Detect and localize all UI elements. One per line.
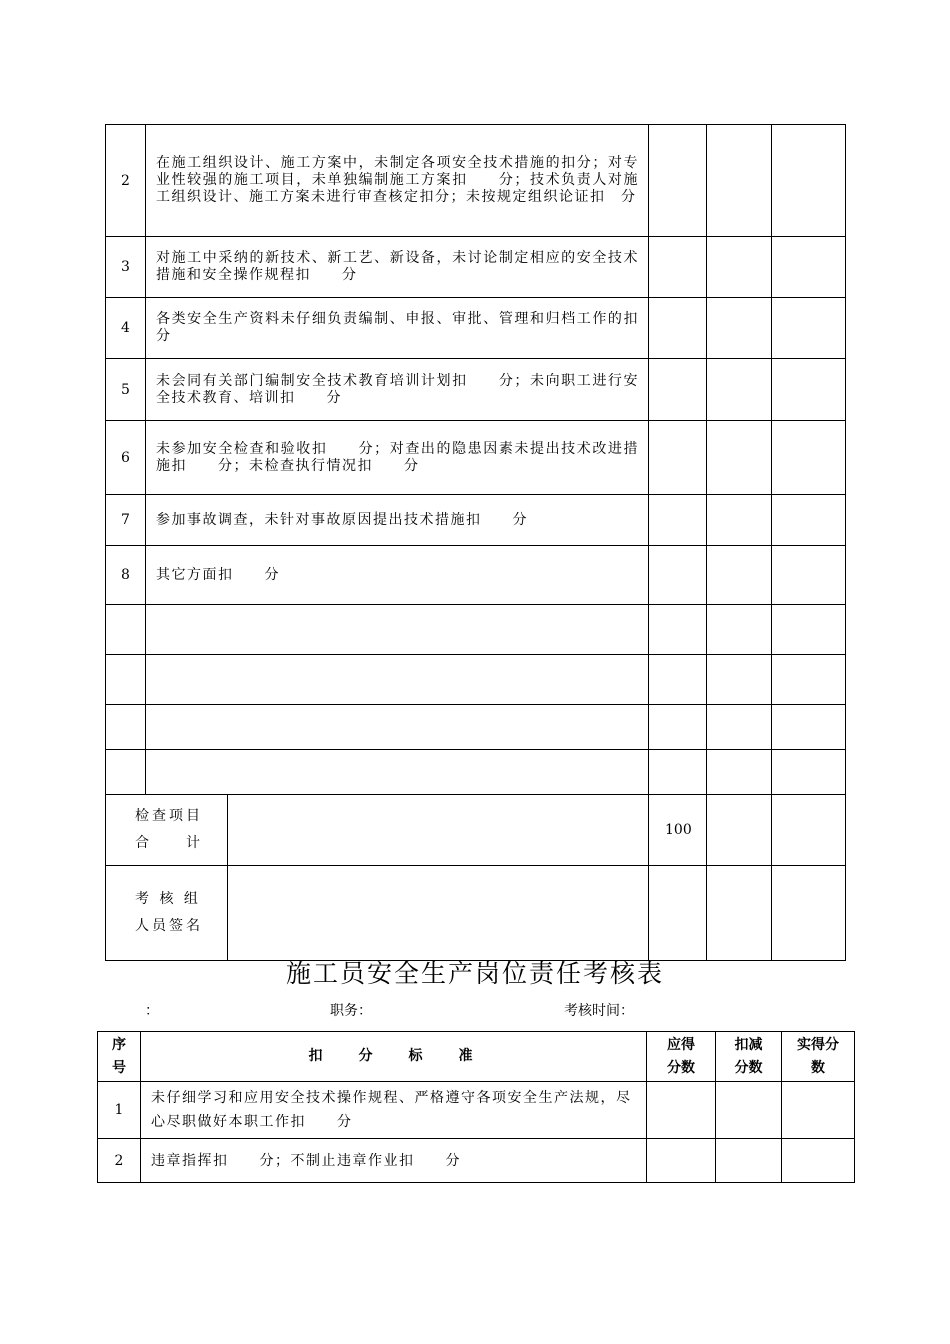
actual-score-cell[interactable] <box>772 125 846 237</box>
deduct-score-cell[interactable] <box>707 237 772 298</box>
actual-score-cell[interactable] <box>782 1082 855 1139</box>
row-number: 3 <box>106 237 146 298</box>
total-row <box>106 795 846 866</box>
total-criteria-cell[interactable] <box>228 795 649 866</box>
criteria-cell: 在施工组织设计、施工方案中，未制定各项安全技术措施的扣分；对专业性较强的施工项目，未单独编制施工方案扣 分；技术负责人对施工组织设计、施工方案未进行审查核定扣分；未按规定组织论证扣 分 <box>146 125 649 237</box>
due-score-cell[interactable] <box>649 237 707 298</box>
empty-row <box>106 605 846 655</box>
criteria-cell[interactable] <box>146 655 649 705</box>
criteria-cell: 违章指挥扣 分；不制止违章作业扣 分 <box>141 1139 647 1183</box>
criteria-cell: 其它方面扣 分 <box>146 546 649 605</box>
row-number: 8 <box>106 546 146 605</box>
name-colon: ： <box>145 1003 159 1019</box>
header-criteria: 扣分标准 <box>141 1032 647 1082</box>
top-assessment-table <box>105 124 846 961</box>
deduct-score-cell[interactable] <box>707 298 772 359</box>
table-header-row <box>98 1032 855 1082</box>
signature-row <box>106 866 846 961</box>
header-actual-score: 实得分数 <box>782 1032 855 1082</box>
criteria-cell[interactable] <box>146 750 649 795</box>
row-number: 5 <box>106 359 146 421</box>
criteria-cell: 未参加安全检查和验收扣 分；对查出的隐患因素未提出技术改进措施扣 分；未检查执行情况扣 分 <box>146 421 649 495</box>
signature-field[interactable] <box>228 866 649 961</box>
table-row <box>106 546 846 605</box>
header-due-score: 应得分数 <box>647 1032 716 1082</box>
table-row <box>106 298 846 359</box>
due-score-cell[interactable] <box>649 421 707 495</box>
table-row <box>106 421 846 495</box>
due-score-cell[interactable] <box>649 359 707 421</box>
row-number: 2 <box>98 1139 141 1183</box>
header-deduct-score: 扣减分数 <box>716 1032 782 1082</box>
table-row <box>106 495 846 546</box>
criteria-cell: 参加事故调查，未针对事故原因提出技术措施扣 分 <box>146 495 649 546</box>
empty-row <box>106 705 846 750</box>
table-row <box>106 237 846 298</box>
total-due-score: 100 <box>649 795 707 866</box>
total-deduct-score[interactable] <box>707 795 772 866</box>
row-number: 7 <box>106 495 146 546</box>
bottom-assessment-table <box>97 1031 855 1183</box>
actual-score-cell[interactable] <box>772 237 846 298</box>
criteria-cell[interactable] <box>146 705 649 750</box>
table-row <box>106 359 846 421</box>
due-score-cell[interactable] <box>649 125 707 237</box>
row-number: 1 <box>98 1082 141 1139</box>
criteria-cell: 对施工中采纳的新技术、新工艺、新设备，未讨论制定相应的安全技术措施和安全操作规程扣 分 <box>146 237 649 298</box>
assessment-time-label: 考核时间： <box>564 1003 634 1019</box>
empty-row <box>106 655 846 705</box>
criteria-cell: 各类安全生产资料未仔细负责编制、申报、审批、管理和归档工作的扣 分 <box>146 298 649 359</box>
actual-score-cell[interactable] <box>772 421 846 495</box>
header-seq: 序号 <box>98 1032 141 1082</box>
empty-row <box>106 750 846 795</box>
due-score-cell[interactable] <box>647 1139 716 1183</box>
actual-score-cell[interactable] <box>772 298 846 359</box>
criteria-cell[interactable] <box>146 605 649 655</box>
signature-label: 考 核 组 人员签名 <box>106 866 228 961</box>
due-score-cell[interactable] <box>649 495 707 546</box>
row-number: 6 <box>106 421 146 495</box>
total-actual-score[interactable] <box>772 795 846 866</box>
row-number: 4 <box>106 298 146 359</box>
actual-score-cell[interactable] <box>772 495 846 546</box>
criteria-cell: 未会同有关部门编制安全技术教育培训计划扣 分；未向职工进行安全技术教育、培训扣 分 <box>146 359 649 421</box>
due-score-cell[interactable] <box>649 298 707 359</box>
actual-score-cell[interactable] <box>782 1139 855 1183</box>
row-number: 2 <box>106 125 146 237</box>
due-score-cell[interactable] <box>647 1082 716 1139</box>
table-row <box>106 125 846 237</box>
deduct-score-cell[interactable] <box>707 359 772 421</box>
actual-score-cell[interactable] <box>772 359 846 421</box>
deduct-score-cell[interactable] <box>716 1139 782 1183</box>
deduct-score-cell[interactable] <box>707 495 772 546</box>
table-row <box>98 1139 855 1183</box>
criteria-cell: 未仔细学习和应用安全技术操作规程、严格遵守各项安全生产法规，尽心尽职做好本职工作扣 分 <box>141 1082 647 1139</box>
deduct-score-cell[interactable] <box>707 546 772 605</box>
actual-score-cell[interactable] <box>772 546 846 605</box>
table-row <box>98 1082 855 1139</box>
deduct-score-cell[interactable] <box>716 1082 782 1139</box>
due-score-cell[interactable] <box>649 546 707 605</box>
deduct-score-cell[interactable] <box>707 125 772 237</box>
form-title: 施工员安全生产岗位责任考核表 <box>285 959 664 988</box>
total-label: 检查项目 合 计 <box>106 795 228 866</box>
position-label: 职务： <box>330 1003 372 1019</box>
deduct-score-cell[interactable] <box>707 421 772 495</box>
